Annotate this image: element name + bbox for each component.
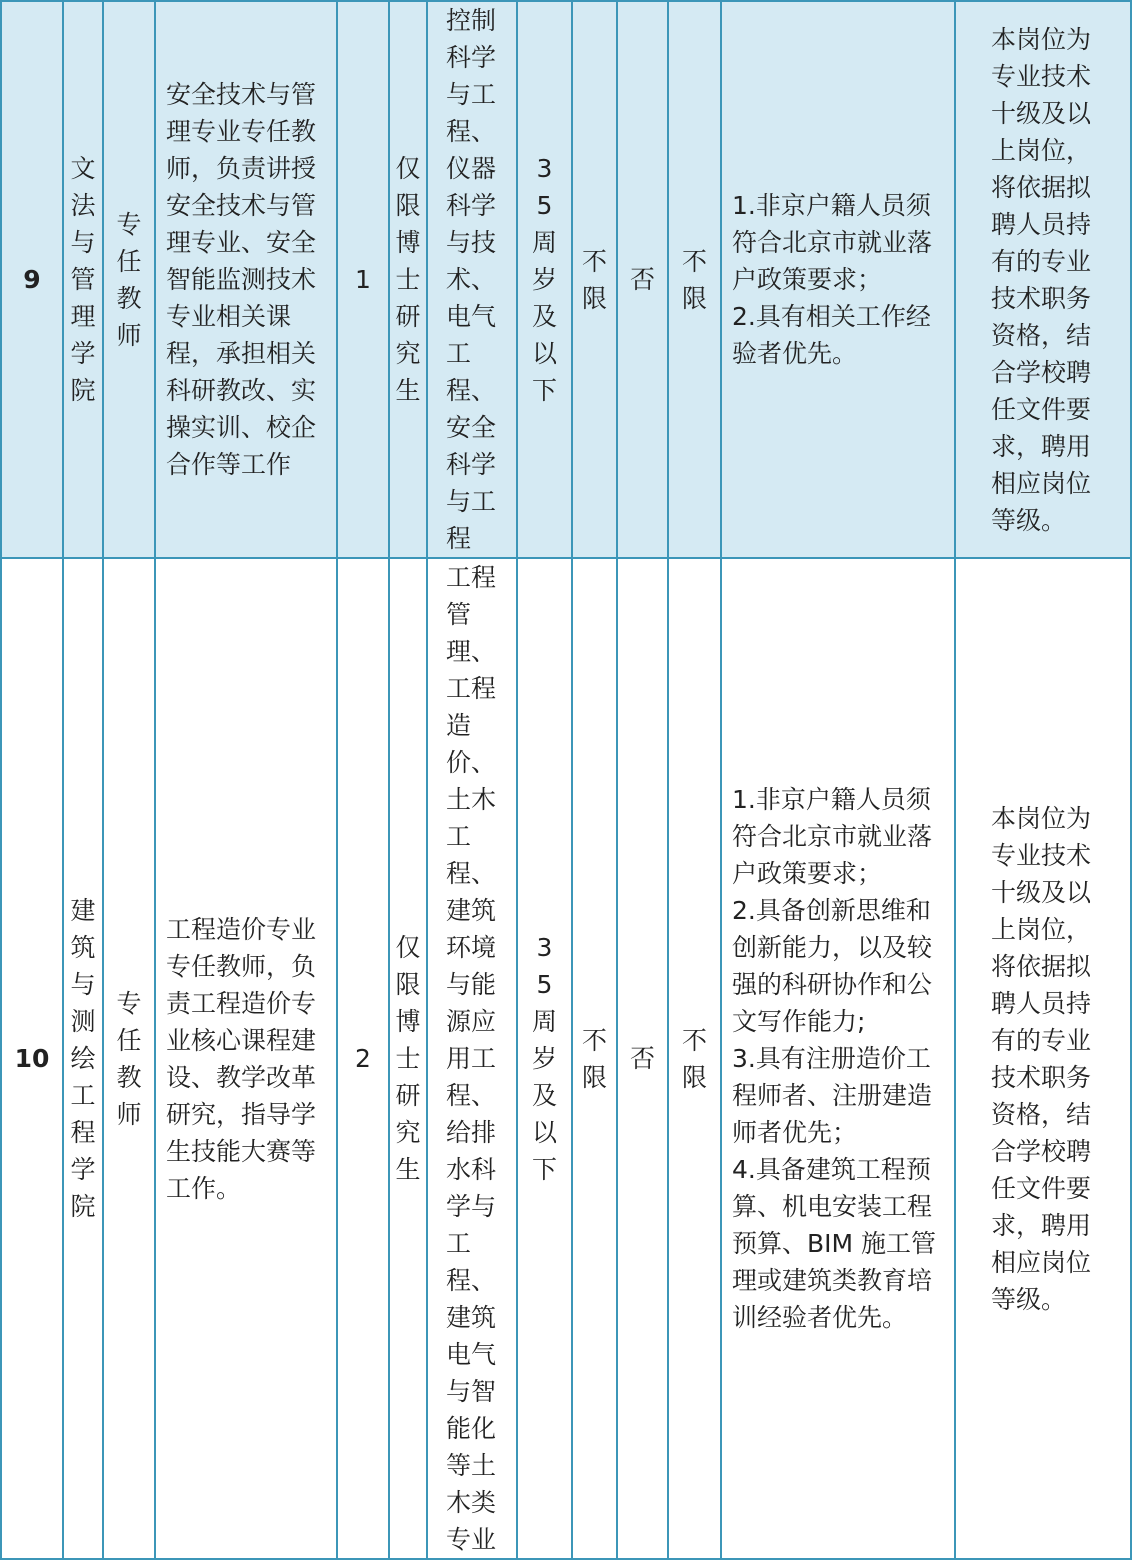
count-cell: 2 bbox=[337, 558, 389, 1559]
col9-cell: 不限 bbox=[668, 1, 721, 558]
post-type-cell: 专任教师 bbox=[103, 1, 155, 558]
table-row bbox=[1, 558, 1131, 1559]
col8-cell: 否 bbox=[617, 558, 668, 1559]
education-cell: 仅限博士研究生 bbox=[389, 558, 427, 1559]
education-cell: 仅限博士研究生 bbox=[389, 1, 427, 558]
note-cell: 本岗位为专业技术十级及以上岗位，将依据拟聘人员持有的专业技术职务资格，结合学校聘任文件要求，聘用相应岗位等级。 bbox=[955, 1, 1131, 558]
table-row bbox=[1, 1, 1131, 558]
col9-cell: 不限 bbox=[668, 558, 721, 1559]
description-cell: 工程造价专业专任教师，负责工程造价专业核心课程建设、教学改革研究，指导学生技能大赛等工作。 bbox=[155, 558, 337, 1559]
college-cell: 建筑与测绘工程学院 bbox=[63, 558, 103, 1559]
age-cell: 35周岁及以下 bbox=[517, 1, 572, 558]
col7-cell: 不限 bbox=[572, 1, 617, 558]
major-cell: 工程管理、工程造价、土木工程、建筑环境与能源应用工程、给排水科学与工程、建筑电气与智能化等土木类专业 bbox=[427, 558, 517, 1559]
age-cell: 35周岁及以下 bbox=[517, 558, 572, 1559]
col7-cell: 不限 bbox=[572, 558, 617, 1559]
college-cell: 文法与管理学院 bbox=[63, 1, 103, 558]
note-cell: 本岗位为专业技术十级及以上岗位，将依据拟聘人员持有的专业技术职务资格，结合学校聘任文件要求，聘用相应岗位等级。 bbox=[955, 558, 1131, 1559]
count-cell: 1 bbox=[337, 1, 389, 558]
description-cell: 安全技术与管理专业专任教师，负责讲授安全技术与管理专业、安全智能监测技术专业相关课程，承担相关科研教改、实操实训、校企合作等工作 bbox=[155, 1, 337, 558]
major-cell: 控制科学与工程、仪器科学与技术、电气工程、安全科学与工程 bbox=[427, 1, 517, 558]
row-number: 9 bbox=[1, 1, 63, 558]
requirements-cell: 1.非京户籍人员须符合北京市就业落户政策要求； 2.具有相关工作经验者优先。 bbox=[721, 1, 955, 558]
col8-cell: 否 bbox=[617, 1, 668, 558]
row-number: 10 bbox=[1, 558, 63, 1559]
post-type-cell: 专任教师 bbox=[103, 558, 155, 1559]
requirements-cell: 1.非京户籍人员须符合北京市就业落户政策要求； 2.具备创新思维和创新能力，以及较强的科研协作和公文写作能力; 3.具有注册造价工程师者、注册建造师者优先； 4.具备建筑工程预算、机电安装工程预算、BIM 施工管理或建筑类教育培训经验者优先。 bbox=[721, 558, 955, 1559]
